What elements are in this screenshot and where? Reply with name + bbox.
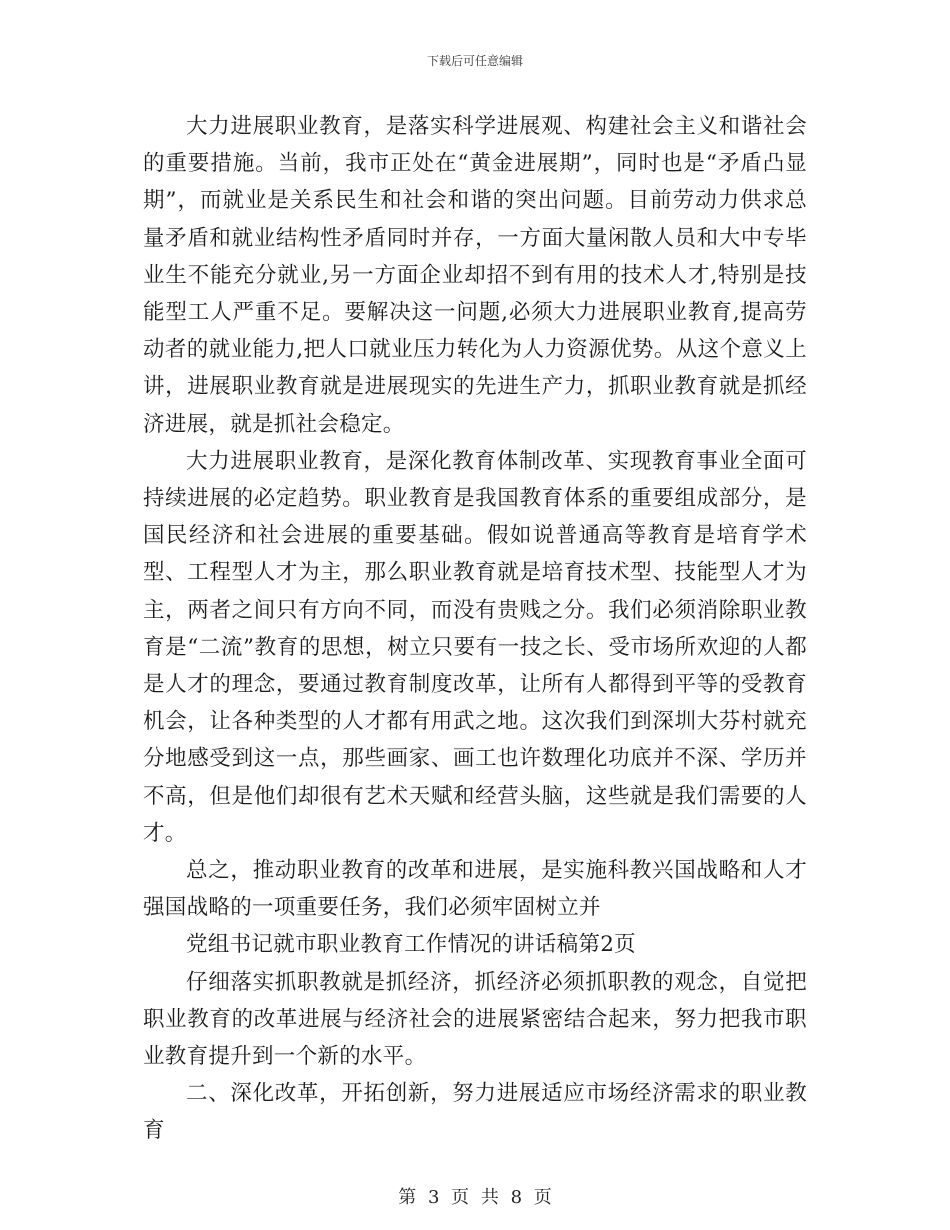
paragraph-2: 大力进展职业教育，是深化教育体制改革、实现教育事业全面可持续进展的必定趋势。职业教育是我国教育体系的重要组成部分，是国民经济和社会进展的重要基础。假如说普通高等教育是培育学术型、工程型人才为主，那么职业教育就是培育技术型、技能型人才为主，两者之间只有方向不同，而没有贵贱之分。我们必须消除职业教育是“二流”教育的思想，树立只要有一技之长、受市场所欢迎的人都是人才的理念，要通过教育制度改革，让所有人都得到平等的受教育机会，让各种类型的人才都有用武之地。这次我们到深圳大芬村就充分地感受到这一点，那些画家、画工也许数理化功底并不深、学历并不高，但是他们却很有艺术天赋和经营头脑，这些就是我们需要的人才。 (143, 448, 807, 846)
document-body (143, 108, 807, 1150)
page-header: 下载后可任意编辑 (426, 54, 523, 68)
paragraph-6-section-heading: 二、深化改革，开拓创新，努力进展适应市场经济需求的职业教育 (143, 1081, 807, 1144)
page-footer: 第 3 页 共 8 页 (398, 1187, 552, 1208)
paragraph-4-page-note: 党组书记就市职业教育工作情况的讲话稿第2页 (186, 932, 636, 958)
paragraph-1: 大力进展职业教育，是落实科学进展观、构建社会主义和谐社会的重要措施。当前，我市正处在“黄金进展期”，同时也是“矛盾凸显期”，而就业是关系民生和社会和谐的突出问题。目前劳动力供求总量矛盾和就业结构性矛盾同时并存，一方面大量闲散人员和大中专毕业生不能充分就业,另一方面企业却招不到有用的技术人才,特别是技能型工人严重不足。要解决这一问题,必须大力进展职业教育,提高劳动者的就业能力,把人口就业压力转化为人力资源优势。从这个意义上讲，进展职业教育就是进展现实的先进生产力，抓职业教育就是抓经济进展，就是抓社会稳定。 (143, 114, 807, 437)
paragraph-5: 仔细落实抓职教就是抓经济，抓经济必须抓职教的观念，自觉把职业教育的改革进展与经济社会的进展紧密结合起来，努力把我市职业教育提升到一个新的水平。 (143, 969, 807, 1070)
paragraph-3: 总之，推动职业教育的改革和进展，是实施科教兴国战略和人才强国战略的一项重要任务，我们必须牢固树立并 (143, 858, 807, 921)
